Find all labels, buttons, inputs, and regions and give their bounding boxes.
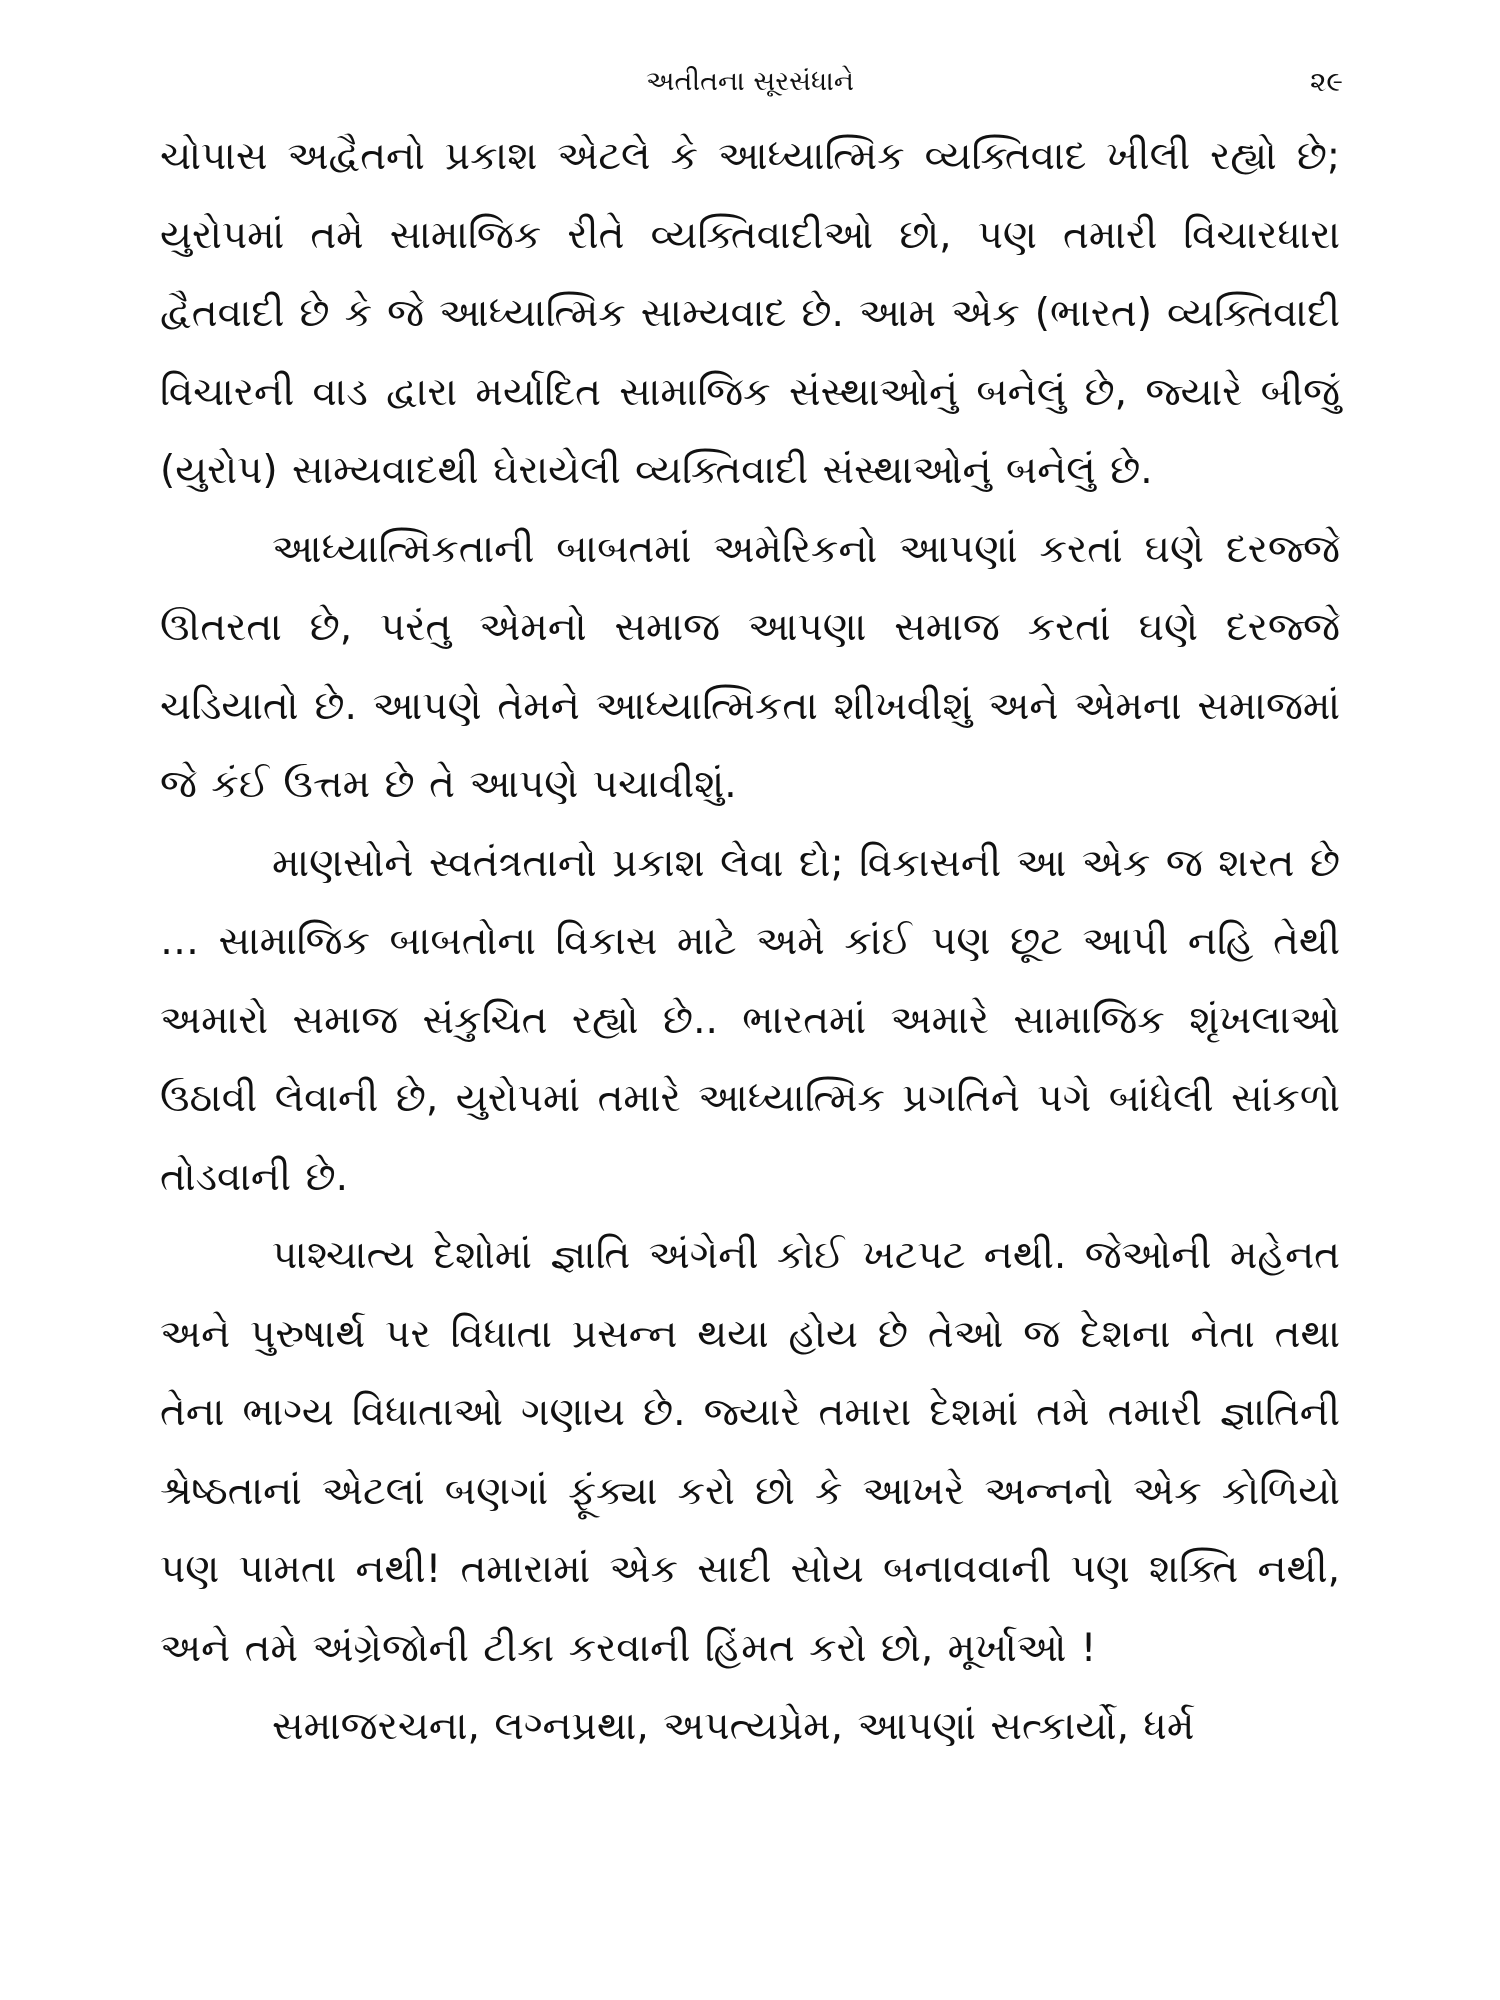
paragraph-4: પાશ્ચાત્ય દેશોમાં જ્ઞાતિ અંગેની કોઈ ખટપટ નથી. જેઓની મહેનત અને પુરુષાર્થ પર વિધાતા પ્રસન્ન થયા હોય છે તેઓ જ દેશના નેતા તથા તેના ભાગ્ય વિધાતાઓ ગણાય છે. જ્યારે તમારા દેશમાં તમે તમારી જ્ઞાતિની શ્રેષ્ઠતાનાં એટલાં બણગાં ફૂંક્યા કરો છો કે આખરે અન્નનો એક કોળિયો પણ પામતા નથી! તમારામાં એક સાદી સોય બનાવવાની પણ શક્તિ નથી, અને તમે અંગ્રેજોની ટીકા કરવાની હિંમત કરો છો, મૂર્ખાઓ ! xyxy=(160,1233,1340,1671)
paragraph-2: આધ્યાત્મિકતાની બાબતમાં અમેરિકનો આપણાં કરતાં ઘણે દરજ્જે ઊતરતા છે, પરંતુ એમનો સમાજ આપણા સમાજ કરતાં ઘણે દરજ્જે ચડિયાતો છે. આપણે તેમને આધ્યાત્મિકતા શીખવીશું અને એમના સમાજમાં જે કંઈ ઉત્તમ છે તે આપણે પચાવીશું. xyxy=(160,526,1340,807)
running-title: અતીતના સૂરસંધાને xyxy=(646,66,854,97)
page-number: ૨૯ xyxy=(1309,65,1343,98)
paragraph-5: સમાજરચના, લગ્નપ્રથા, અપત્યપ્રેમ, આપણાં સત્કાર્યો, ધર્મ xyxy=(272,1704,1195,1749)
body-text xyxy=(160,118,1340,1767)
running-header xyxy=(0,62,1500,102)
paragraph-1: ચોપાસ અદ્વૈતનો પ્રકાશ એટલે કે આધ્યાત્મિક વ્યક્તિવાદ ખીલી રહ્યો છે; યુરોપમાં તમે સામાજિક રીતે વ્યક્તિવાદીઓ છો, પણ તમારી વિચારધારા દ્વૈતવાદી છે કે જે આધ્યાત્મિક સામ્યવાદ છે. આમ એક (ભારત) વ્યક્તિવાદી વિચારની વાડ દ્વારા મર્યાદિત સામાજિક સંસ્થાઓનું બનેલું છે, જ્યારે બીજું (યુરોપ) સામ્યવાદથી ઘેરાયેલી વ્યક્તિવાદી સંસ્થાઓનું બનેલું છે. xyxy=(160,134,1340,493)
paragraph-3: માણસોને સ્વતંત્રતાનો પ્રકાશ લેવા દો; વિકાસની આ એક જ શરત છે … સામાજિક બાબતોના વિકાસ માટે અમે કાંઈ પણ છૂટ આપી નહિ તેથી અમારો સમાજ સંકુચિત રહ્યો છે.. ભારતમાં અમારે સામાજિક શૃંખલાઓ ઉઠાવી લેવાની છે, યુરોપમાં તમારે આધ્યાત્મિક પ્રગતિને પગે બાંધેલી સાંકળો તોડવાની છે. xyxy=(160,840,1340,1200)
